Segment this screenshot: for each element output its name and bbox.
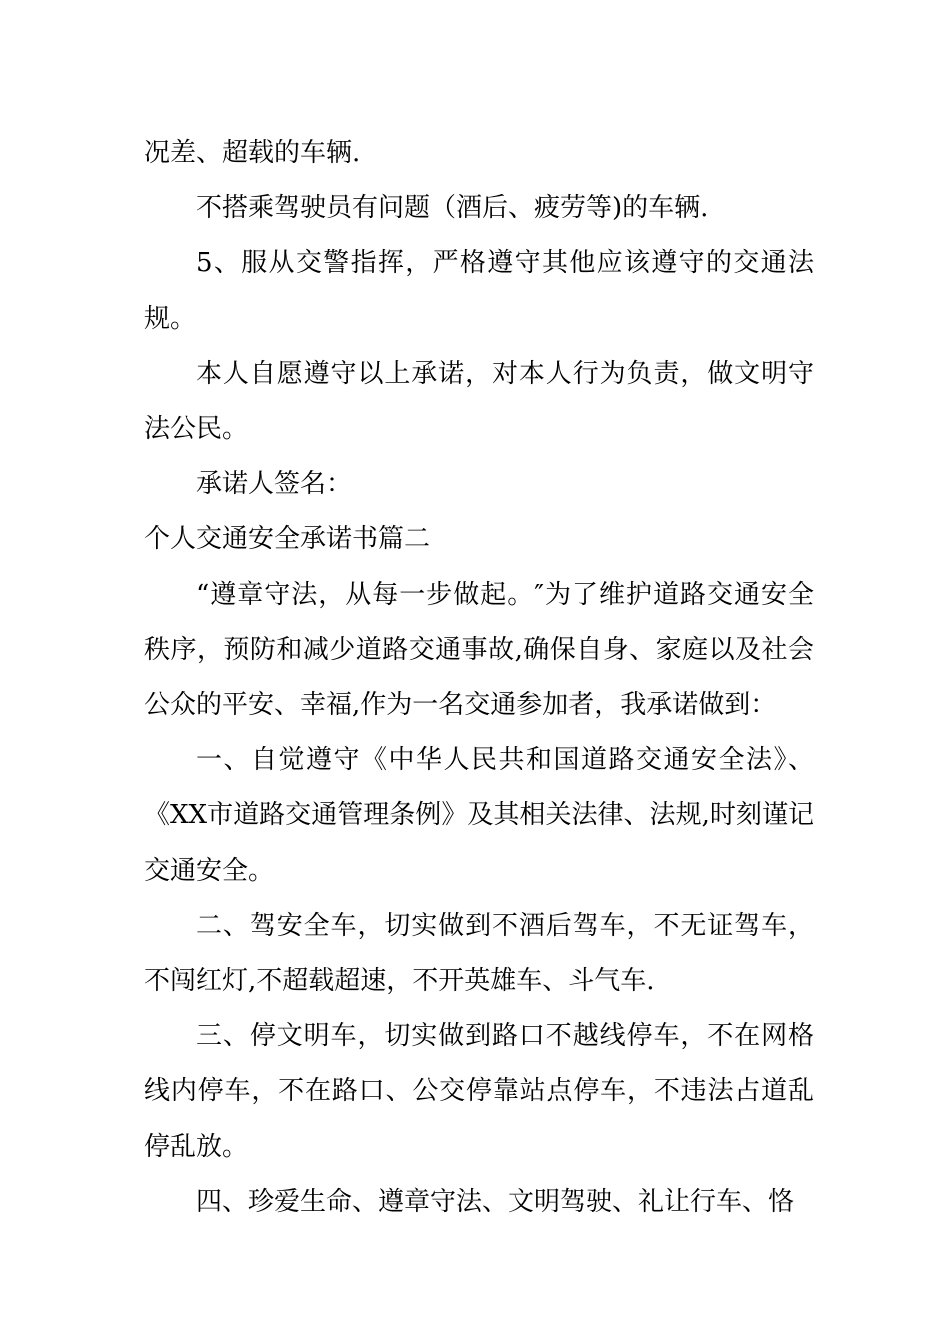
- paragraph-item-one: 一、自觉遵守《中华人民共和国道路交通安全法》、《XX市道路交通管理条例》及其相关法律、法规,时刻谨记交通安全。: [144, 745, 814, 886]
- paragraph-item-two: 二、驾安全车，切实做到不酒后驾车，不无证驾车，不闯红灯,不超载超速，不开英雄车、斗气车.: [144, 910, 814, 997]
- paragraph-item-three: 三、停文明车，切实做到路口不越线停车，不在网格线内停车，不在路口、公交停靠站点停车，不违法占道乱停乱放。: [144, 1021, 814, 1162]
- paragraph-voluntary-pledge: 本人自愿遵守以上承诺，对本人行为负责，做文明守法公民。: [144, 358, 814, 445]
- paragraph-continuation: 况差、超载的车辆.: [144, 138, 361, 168]
- document-body: [144, 126, 814, 1230]
- paragraph-obey-police: 5、服从交警指挥，严格遵守其他应该遵守的交通法规。: [144, 248, 814, 334]
- paragraph-no-unsafe-driver: 不搭乘驾驶员有问题（酒后、疲劳等)的车辆.: [196, 193, 709, 224]
- signature-line: 承诺人签名：: [196, 469, 353, 500]
- section-heading: 个人交通安全承诺书篇二: [144, 524, 431, 555]
- paragraph-intro-quote: “遵章守法，从每一步做起。″为了维护道路交通安全秩序，预防和减少道路交通事故,确保自身、家庭以及社会公众的平安、幸福,作为一名交通参加者，我承诺做到：: [144, 579, 814, 721]
- paragraph-item-four: 四、珍爱生命、遵章守法、文明驾驶、礼让行车、恪: [196, 1186, 795, 1217]
